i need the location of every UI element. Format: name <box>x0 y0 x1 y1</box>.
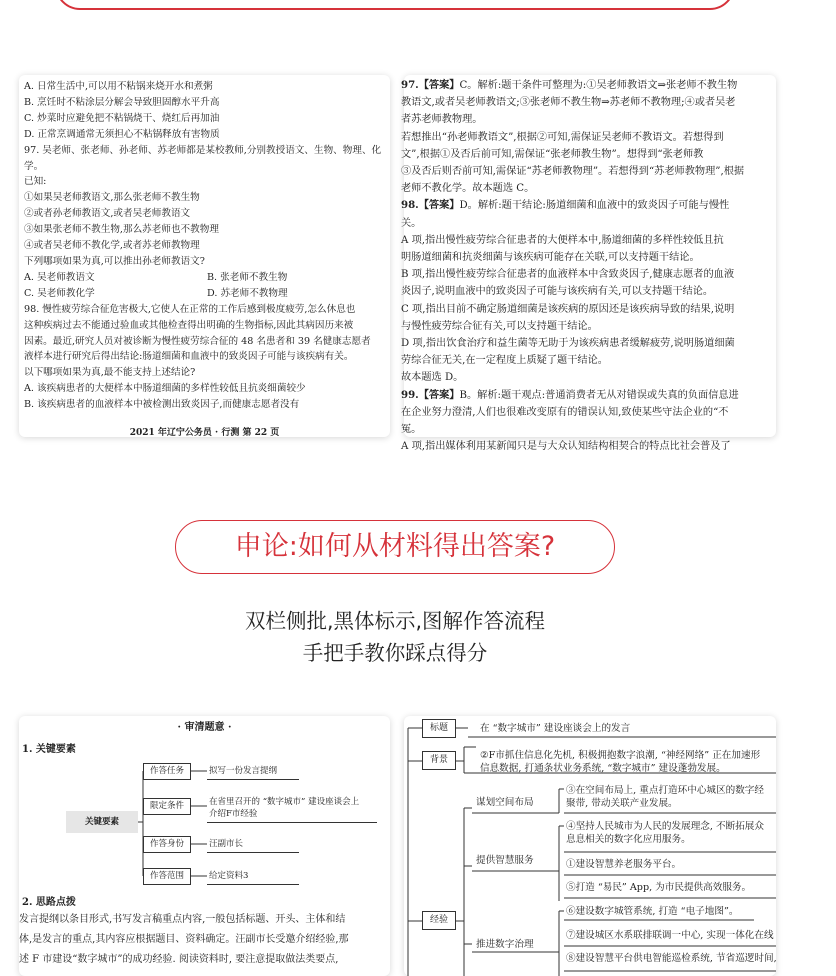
group-label: 推进数字治理 <box>476 939 534 950</box>
section-subtitle: 手把手教你踩点得分 <box>302 641 488 665</box>
mindmap-desc: 在省里召开的 “数字城市” 建设座谈会上 介绍F市经验 <box>209 797 360 819</box>
text-line: 液样本进行研究后得出结论:肠道细菌和血液中的致炎因子可能与该疾病有关。 <box>24 351 354 363</box>
option: C. 吴老师教化学 <box>24 287 95 299</box>
text-line: ②或者孙老师教语文,或者吴老师教语文 <box>24 208 191 220</box>
text-line: ④或者吴老师不教化学,或者苏老师教物理 <box>24 240 200 252</box>
item-text: ③在空间布局上, 重点打造环中心城区的数字经 聚带, 带动关联产业发展。 <box>566 785 764 809</box>
question-text <box>24 79 390 413</box>
text-line: 已知: <box>24 176 47 188</box>
mindmap-node: 限定条件 <box>143 798 191 815</box>
mindmap-desc: 拟写一份发言提纲 <box>209 766 278 776</box>
answer-text <box>401 77 836 455</box>
mindmap-desc: 给定资料3 <box>209 871 249 881</box>
text-line: A. 该疾病患者的大便样本中肠道细菌的多样性较低且抗炎细菌较少 <box>24 383 306 395</box>
mindmap-node: 作答任务 <box>143 763 191 780</box>
row-text: ②F市抓住信息化先机, 积极拥抱数字浪潮, “神经网络” 正在加速形 信息数据, 打通条状业务系统, “数字城市” 建设蓬勃发展。 <box>480 750 761 774</box>
underline <box>207 779 299 780</box>
question-page-card <box>19 75 390 437</box>
text-line: 故本题选 D。 <box>401 372 464 384</box>
text-line: B. 烹饪时不粘涂层分解会导致胆固醇水平升高 <box>24 96 220 108</box>
item-text: ⑦建设城区水系联排联调一中心, 实现一体化在线 <box>566 930 774 941</box>
row-text: 在 “数字城市” 建设座谈会上的发言 <box>480 723 631 734</box>
options-row <box>24 270 390 286</box>
top-banner-frame <box>55 0 735 10</box>
options-row <box>24 286 390 302</box>
text-line: 在企业努力澄清,人们也很难改变原有的错误认知,致使某些守法企业的“不 <box>401 406 729 418</box>
section-heading: 1. 关键要素 <box>22 744 76 755</box>
text-line: 劳综合征无关,在一定程度上质疑了题干结论。 <box>401 355 608 367</box>
text-line: 若想推出“孙老师教语文”,根据②可知,需保证吴老师不教语文。若想得到 <box>401 131 724 143</box>
text-line: A 项,指出慢性疲劳综合征患者的大便样本中,肠道细菌的多样性较低且抗 <box>401 234 724 246</box>
underline <box>207 852 299 853</box>
text-line: 关。 <box>401 217 422 229</box>
mindmap-center-node: 关键要素 <box>66 811 138 833</box>
answer-heading: 97.【答案】C。解析:题干条件可整理为:①吴老师教语文⇒张老师不教生物 <box>401 79 738 91</box>
text-line: C 项,指出目前不确定肠道细菌是该疾病的原因还是该疾病导致的结果,说明 <box>401 303 735 315</box>
row-label: 标题 <box>422 719 456 738</box>
text-line: ③如果张老师不教生物,那么苏老师也不教物理 <box>24 224 219 236</box>
text-line: 与慢性疲劳综合征有关,可以支持题干结论。 <box>401 320 598 332</box>
mindmap-node: 作答身份 <box>143 836 191 853</box>
answer-heading: 99.【答案】B。解析:题干观点:普通消费者无从对错误或失真的负面信息进 <box>401 388 739 401</box>
paragraph: 发言提纲以条目形式,书写发言稿重点内容,一般包括标题、开头、主体和结 体,是发言的重点,其内容应根据题目、资料确定。汪副市长受邀介绍经验,那 述 F 市建设“数字城市”的成功经验. 阅读资料时, 要注意提取做法类要点, <box>19 914 349 965</box>
text-line: D 项,指出饮食治疗和益生菌等无助于为该疾病患者缓解疲劳,说明肠道细菌 <box>401 338 735 350</box>
text-line: 因素。最近,研究人员对被诊断为慢性疲劳综合征的 48 名患者和 39 名健康志愿者 <box>24 335 371 347</box>
section-title: 申论:如何从材料得出答案? <box>175 520 615 574</box>
text-line: ①如果吴老师教语文,那么张老师不教生物 <box>24 192 200 204</box>
row-label: 经验 <box>422 911 456 930</box>
group-label: 提供智慧服务 <box>476 855 534 866</box>
option: A. 吴老师教语文 <box>24 271 95 283</box>
text-line: 文”,根据①及否后前可知,需保证“张老师教生物”。想得到“张老师教 <box>401 148 704 160</box>
text-line: 以下哪项如果为真,最不能支持上述结论? <box>24 367 196 379</box>
text-line: 98. 慢性疲劳综合征危害极大,它使人在正常的工作后感到极度疲劳,怎么休息也 <box>24 303 356 315</box>
text-line: B 项,指出慢性疲劳综合征患者的血液样本中含致炎因子,健康志愿者的血液 <box>401 269 735 281</box>
text-line: 冤。 <box>401 424 422 436</box>
text-line: C. 炒菜时应避免把不粘锅烧干、烧红后再加油 <box>24 112 220 124</box>
item-text: ⑤打造 “易民” App, 为市民提供高效服务。 <box>566 882 752 893</box>
page-footer: 2021 年辽宁公务员 · 行测 第 22 页 <box>129 428 280 438</box>
text-line: 下列哪项如果为真,可以推出孙老师教语文? <box>24 255 205 267</box>
text-line: 教语文,或者吴老师教语文;③张老师不教生物⇒苏老师不教物理;④或者吴老 <box>401 97 736 109</box>
item-text: ⑥建设数字城管系统, 打造 “电子地图”。 <box>566 906 739 917</box>
row-label: 背景 <box>422 751 456 770</box>
section-subtitle: 双栏侧批,黑体标示,图解作答流程 <box>244 609 546 633</box>
item-text: ①建设智慧养老服务平台。 <box>566 859 682 870</box>
group-label: 谋划空间布局 <box>476 797 534 808</box>
outline-table-card <box>404 716 776 976</box>
text-line: 97. 吴老师、张老师、孙老师、苏老师都是某校教师,分别教授语文、生物、物理、化 <box>24 144 382 156</box>
text-line: 炎因子,说明血液中的致炎因子可能与该疾病有关,可以支持题干结论。 <box>401 286 714 298</box>
answer-page-card <box>401 75 776 453</box>
item-text: ⑧建设智慧平台供电智能巡检系统, 节省巡逻时间, <box>566 953 777 964</box>
text-line: A. 日常生活中,可以用不粘锅来烧开水和煮粥 <box>24 81 213 92</box>
underline <box>207 884 299 885</box>
text-line: 老师不教化学。故本题选 C。 <box>401 183 535 195</box>
text-line: 者苏老师教物理。 <box>401 114 483 126</box>
text-line: A 项,指出媒体利用某新闻只是与大众认知结构相契合的特点比社会普及了 <box>401 441 731 453</box>
text-line: 这种疾病过去不能通过验血或其他检查得出明确的生物指标,因此其病因历来被 <box>24 319 354 331</box>
option: B. 张老师不教生物 <box>207 271 288 283</box>
item-text: ④坚持人民城市为人民的发展理念, 不断拓展众 息息相关的数字化应用服务。 <box>566 821 764 845</box>
text-line: B. 该疾病患者的血液样本中被检测出致炎因子,而健康志愿者没有 <box>24 399 300 411</box>
text-line: ③及否后则否前可知,需保证“苏老师教物理”。若想得到“苏老师教物理”,根据 <box>401 166 745 178</box>
mindmap-desc: 汪副市长 <box>209 839 244 849</box>
section-heading: 2. 思路点拨 <box>22 897 76 908</box>
option: D. 苏老师不教物理 <box>207 287 288 299</box>
analysis-card <box>19 716 390 976</box>
text-line: 学。 <box>24 160 44 172</box>
card-title: · 审清题意 · <box>177 722 232 733</box>
answer-heading: 98.【答案】D。解析:题干结论:肠道细菌和血液中的致炎因子可能与慢性 <box>401 199 730 212</box>
text-line: D. 正常烹调通常无须担心不粘锅释放有害物质 <box>24 128 220 140</box>
text-line: 明肠道细菌和抗炎细菌与该疾病可能存在关联,可以支持题干结论。 <box>401 252 700 264</box>
underline <box>207 822 377 823</box>
mindmap-node: 作答范围 <box>143 868 191 885</box>
